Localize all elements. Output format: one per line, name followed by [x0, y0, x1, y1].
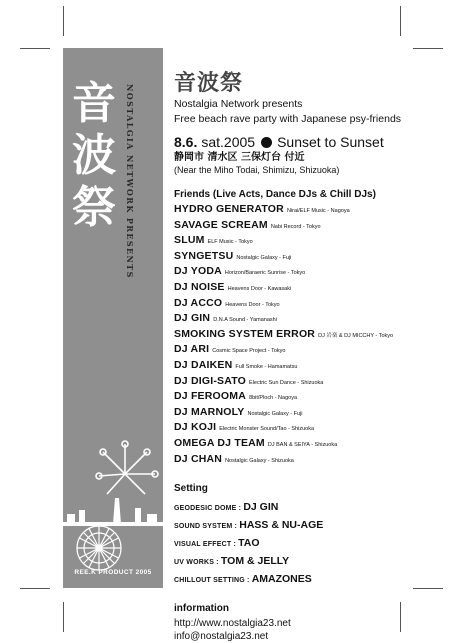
- artist-credit: DJ BAN & SEIYA - Shizuoka: [267, 441, 338, 448]
- list-item: [174, 328, 459, 344]
- band-vertical-text: NOSTALGIA NETWORK PRESENTS: [125, 84, 135, 279]
- flyer-content: [174, 70, 459, 643]
- list-item: [174, 265, 459, 281]
- artist-credit: Nostalgic Galaxy - Fuji: [236, 254, 292, 261]
- setting-list: [174, 498, 459, 588]
- crop-mark: [63, 602, 64, 632]
- list-item: [174, 375, 459, 391]
- band-footer: REE.K PRODUCT 2005: [74, 569, 152, 576]
- crop-mark: [413, 48, 443, 49]
- event-time: Sunset to Sunset: [277, 134, 384, 150]
- artist-credit: D.N.A Sound - Yamanashi: [213, 317, 277, 324]
- website-link[interactable]: http://www.nostalgia23.net: [174, 618, 291, 630]
- artist-name: DJ ARI: [174, 343, 210, 356]
- list-item: [174, 421, 459, 437]
- artist-credit: Nostalgic Galaxy - Shizuoka: [225, 457, 294, 464]
- list-item: [174, 250, 459, 266]
- crop-mark: [63, 6, 64, 36]
- artist-name: DJ NOISE: [174, 280, 225, 293]
- setting-key: CHILLOUT SETTING :: [174, 577, 252, 585]
- artist-name: HYDRO GENERATOR: [174, 203, 284, 215]
- artist-name: SAVAGE SCREAM: [174, 218, 268, 231]
- venue-english: (Near the Miho Todai, Shimizu, Shizuoka): [174, 165, 340, 175]
- ferris-wheel-illustration: [63, 434, 163, 574]
- list-item: [174, 406, 459, 422]
- artist-credit: Heavens Door - Tokyo: [225, 301, 280, 308]
- artist-name: DJ GIN: [174, 312, 211, 325]
- artist-credit: Electric Monster Sound/Tao - Shizuoka: [219, 426, 315, 433]
- band-title: [71, 78, 117, 234]
- setting-key: VISUAL EFFECT :: [174, 541, 239, 549]
- lineup-list: [174, 203, 459, 468]
- artist-credit: Nostalgic Galaxy - Fuji: [247, 410, 303, 417]
- setting-row: [174, 552, 459, 570]
- artist-credit: Horizon/Baraeric Sunrise - Tokyo: [224, 270, 306, 277]
- setting-row: [174, 570, 459, 588]
- list-item: [174, 297, 459, 313]
- list-item: [174, 234, 459, 250]
- artist-name: OMEGA DJ TEAM: [174, 436, 265, 449]
- list-item: [174, 359, 459, 375]
- artist-credit: ELF Music - Tokyo: [207, 239, 253, 246]
- tagline: Free beach rave party with Japanese psy-friends: [174, 113, 402, 125]
- artist-name: DJ DIGI-SATO: [174, 374, 247, 387]
- list-item: [174, 437, 459, 453]
- setting-value: TOM & JELLY: [220, 555, 290, 568]
- band-title-char: 祭: [72, 182, 116, 233]
- artist-name: DJ DAIKEN: [174, 358, 233, 371]
- artist-name: DJ CHAN: [174, 452, 223, 465]
- side-band: [63, 48, 163, 588]
- crop-mark: [20, 588, 50, 589]
- event-logo: 音波祭: [174, 70, 244, 96]
- setting-title: Setting: [174, 483, 208, 495]
- artist-credit: Heavens Door - Kawasaki: [227, 285, 292, 292]
- artist-name: DJ KOJI: [174, 421, 217, 434]
- list-item: [174, 453, 459, 469]
- list-item: [174, 219, 459, 235]
- artist-credit: Nabi Record - Tokyo: [270, 223, 321, 230]
- artist-name: DJ ACCO: [174, 296, 223, 309]
- setting-value: AMAZONES: [251, 573, 312, 586]
- crop-mark: [400, 6, 401, 36]
- setting-value: HASS & NU-AGE: [239, 519, 324, 532]
- band-title-char: 音: [72, 78, 116, 129]
- artist-name: DJ YODA: [174, 265, 222, 278]
- setting-key: GEODESIC DOME :: [174, 505, 244, 513]
- email-link[interactable]: info@nostalgia23.net: [174, 631, 269, 643]
- band-title-char: 波: [72, 130, 116, 181]
- bullet-icon: [261, 137, 272, 148]
- list-item: [174, 203, 459, 219]
- artist-credit: DJ 岩楽 & DJ MICCHY - Tokyo: [318, 332, 394, 339]
- crop-mark: [20, 48, 50, 49]
- artist-name: DJ MARNOLY: [174, 405, 245, 418]
- presenter-line: Nostalgia Network presents: [174, 98, 303, 110]
- venue-japanese: 静岡市 清水区 三保灯台 付近: [174, 152, 305, 163]
- setting-row: [174, 516, 459, 534]
- artist-name: SYNGETSU: [174, 249, 234, 262]
- list-item: [174, 343, 459, 359]
- artist-name: SLUM: [174, 234, 205, 247]
- setting-value: TAO: [238, 537, 260, 550]
- setting-key: UV WORKS :: [174, 559, 221, 567]
- lineup-title: Friends (Live Acts, Dance DJs & Chill DJs): [174, 189, 376, 200]
- date-weekday: sat.2005: [201, 134, 256, 150]
- artist-name: DJ FEROOMA: [174, 390, 247, 403]
- artist-credit: Full Smoke - Hamamatsu: [235, 363, 298, 370]
- spark-icon: [96, 441, 158, 494]
- information-title: information: [174, 603, 229, 615]
- date-value: 8.6.: [174, 134, 198, 150]
- setting-row: [174, 534, 459, 552]
- setting-key: SOUND SYSTEM :: [174, 523, 240, 531]
- artist-credit: Nirai/ELF Music - Nagoya: [286, 208, 350, 214]
- skyline-icon: [63, 498, 163, 526]
- list-item: [174, 281, 459, 297]
- artist-credit: 8bit/Ploch - Nagoya: [249, 395, 298, 402]
- list-item: [174, 390, 459, 406]
- ferris-wheel-icon: [77, 526, 121, 570]
- artist-credit: Electric Sun Dance - Shizuoka: [249, 379, 324, 386]
- list-item: [174, 312, 459, 328]
- artist-credit: Cosmic Space Project - Tokyo: [212, 348, 286, 355]
- setting-row: [174, 498, 459, 516]
- artist-name: SMOKING SYSTEM ERROR: [174, 327, 316, 340]
- event-date: [174, 134, 459, 151]
- setting-value: DJ GIN: [243, 501, 279, 514]
